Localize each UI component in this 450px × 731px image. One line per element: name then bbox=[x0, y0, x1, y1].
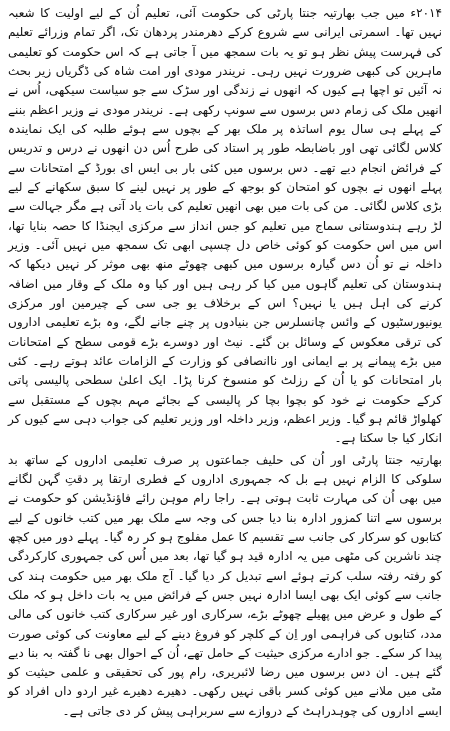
article-paragraph-2: بھارتیہ جنتا پارٹی اور اُن کی حلیف جماعتوں پر صرف تعلیمی اداروں کے ساتھ بد سلوکی کا الزام نہیں ہے بل کہ جمہوری اداروں کے فطری ارتقا پر دقتِ گہن لگانے میں بھی اُن کی مہارت ثابت ہوتی ہے۔ راجا رام موہن رائے فاؤنڈیشن کو حکومت نے برسوں سے اتنا کمزور ادارہ بنا دیا جس کی وجہ سے ملک بھر میں کتب خانوں کے لیے کتابوں کو سرکار کی جانب سے تقسیم کا عمل مفلوج ہو کر رہ گیا۔ پہلے دور میں کچھ چند ناشرین کی مٹھی میں یہ ادارہ قید ہو گیا تھا، بعد میں اُس کی جمہوری کارکردگی کو رفتہ رفتہ سلب کرتے ہوئے اسے تبدیل کر دیا گیا۔ آج ملک بھر میں حکومت ہند کی جانب سے کوئی ایک بھی ایسا ادارہ نہیں جس کے فرائض میں یہ بات داخل ہو کہ ملک کے طول و عرض میں پھیلے چھوٹے بڑے، سرکاری اور غیر سرکاری کتب خانوں کی مالی مدد، کتابوں کی فراہمی اور اِن کے کلچر کو فروغ دینے کے لیے معاونت کی کوئی صورت پیدا کر سکے۔ جو ادارے مرکزی حیثیت کے حامل تھے، اُن کے احوال بھی نا گفتہ بہ بنا دیے گئے ہیں۔ ان دس برسوں میں رضا لائبریری، رام پور کی تحقیقی و علمی حیثیت کو مٹی میں ملانے میں کوئی کسر باقی نہیں رکھی۔ دھیرے دھیرے غیر اردو داں افراد کو ایسے اداروں کی چوہدراہٹ کے دروازے سے سربراہی پیش کر دی جاتی ہے۔ bbox=[8, 452, 442, 718]
article-paragraph-1: ۲۰۱۴ء میں جب بھارتیہ جنتا پارٹی کی حکومت آئی، تعلیم اُن کے لیے اولیت کا شعبہ نہیں تھا۔ اسمرتی ایرانی سے شروع کرکے دھرمندر پردھان تک، اگر تمام وزرائے تعلیم کی فہرست پیش نظر ہو تو یہ بات سمجھ میں آ جاتی ہے کہ اس حکومت کو تعلیمی ماہرین کی کبھی ضرورت نہیں رہی۔ نریندر مودی اور امت شاہ کی ڈگریاں زیر بحث نہ آئیں تو اچھا ہے کیوں کہ انھوں نے زندگی اور سڑک سے جو سیاست سیکھی، اُس نے انھیں ملک کی زمام دس برسوں سے سونپ رکھی ہے۔ نریندر مودی نے وزیر اعظم بننے کے پہلے ہی سال یوم اساتذہ پر ملک بھر کے بچوں سے ہوئے طلبہ کی ایک نمایندہ کلاس لگائی تھی اور باضابطہ طور پر استاد کی طرح اُس دن انھوں نے درس و تدریس کے فرائض انجام دیے تھے۔ دس برسوں میں کئی بار بی ایس ای بورڈ کے امتحانات سے پہلے انھوں نے بچوں کو امتحان کو بوجھ کے طور پر نہیں لینے کا سبق سکھانے کے لیے بڑی کلاس لگائی۔ من کی بات میں بھی انھیں تعلیم کی بات یاد آتی ہے مگر جہالت سے لڑ رہے ہندوستانی سماج میں تعلیم کو جس انداز سے مرکزی ایجنڈا کا حصہ بنایا تھا، اس میں اس حکومت کو کوئی خاص دل چسپی ابھی تک سمجھ میں نہیں آئی۔ وزیر داخلہ نے تو اُن دس گیارہ برسوں میں کبھی چھوٹے منھ بھی موثر کر نہیں دیکھا کہ ہندوستان کی تعلیم گاہوں میں کیا کر رہی ہیں اور کیا وہ ملک کے وقار میں اضافہ کرنے کی اہل ہیں یا نہیں؟ اس کے برخلاف یو جی سی کے چیرمین اور مرکزی یونیورسٹیوں کے وائس چانسلرس جن بنیادوں پر چنے جانے لگے، وہ بڑے تعلیمی اداروں کی ترقی معکوس کے وسائل بن گئے۔ نیٹ اور دوسرے بڑے قومی سطح کے امتحانات میں بڑے پیمانے پر بے ایمانی اور ناانصافی کو وزارت کے الزامات عائد ہوتے رہے۔ کئی بار امتحانات کو یا اُن کے رزلٹ کو منسوخ کرنا پڑا۔ ایک اعلیٰ سطحی پالیسی پاتی کرکے حکومت نے خود کو بچوا بچا کر پالیسی کے بجائے مہم بچوں کے مستقبل سے کھلواڑ قائم ہو گیا۔ وزیر اعظم، وزیر داخلہ اور وزیر تعلیم کی جواب دہی سے کیوں کر انکار کیا جا سکتا ہے۔ bbox=[8, 6, 442, 446]
